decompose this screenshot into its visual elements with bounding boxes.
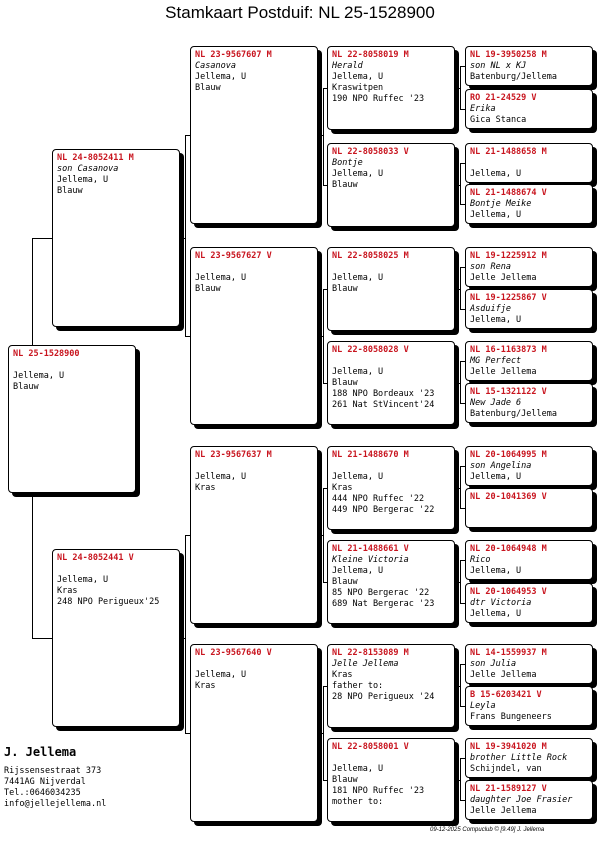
ring-number: NL 21-1488670 M bbox=[332, 450, 409, 460]
pigeon-card-fmmf[interactable] bbox=[465, 341, 593, 381]
breeder-info bbox=[4, 766, 106, 810]
pigeon-detail: Jellema, U bbox=[470, 566, 522, 576]
pigeon-card-fff[interactable] bbox=[327, 46, 455, 130]
pigeon-detail: Jellema, U bbox=[470, 472, 522, 482]
ring-number: NL 19-1225912 M bbox=[470, 251, 547, 261]
pigeon-detail: Jellema, U bbox=[195, 273, 247, 283]
pigeon-detail: Blauw bbox=[332, 378, 358, 388]
pigeon-detail: Blauw bbox=[332, 775, 358, 785]
breeder-email: info@jellejellema.nl bbox=[4, 799, 107, 809]
pigeon-detail: 689 Nat Bergerac '23 bbox=[332, 599, 435, 609]
ring-number: NL 24-8052411 M bbox=[57, 153, 134, 163]
pigeon-card-mmm[interactable] bbox=[327, 738, 455, 822]
ring-number: NL 23-9567627 V bbox=[195, 251, 272, 261]
pigeon-detail: Blauw bbox=[332, 284, 358, 294]
ring-number: NL 20-1064948 M bbox=[470, 544, 547, 554]
ring-number: NL 20-1041369 V bbox=[470, 492, 547, 502]
pigeon-detail: Jellema, U bbox=[57, 575, 109, 585]
pigeon-name: Asduifje bbox=[470, 304, 511, 314]
connector-line bbox=[460, 466, 461, 509]
pigeon-detail: 188 NPO Bordeaux '23 bbox=[332, 389, 435, 399]
connector-line bbox=[460, 758, 461, 801]
pigeon-detail: Jelle Jellema bbox=[470, 273, 537, 283]
pigeon-detail: Jellema, U bbox=[470, 169, 522, 179]
ring-number: NL 20-1064995 M bbox=[470, 450, 547, 460]
ring-number: NL 21-1589127 V bbox=[470, 784, 547, 794]
connector-line bbox=[323, 686, 324, 781]
pigeon-detail: Kraswitpen bbox=[332, 83, 384, 93]
pigeon-detail: Kras bbox=[195, 483, 216, 493]
pigeon-detail: Jellema, U bbox=[470, 210, 522, 220]
connector-line bbox=[185, 135, 186, 337]
pigeon-detail: Kras bbox=[332, 670, 353, 680]
pigeon-detail: father to: bbox=[332, 681, 384, 691]
ring-number: NL 21-1488674 V bbox=[470, 188, 547, 198]
pigeon-card-ffmf[interactable] bbox=[465, 143, 593, 183]
pigeon-name: Erika bbox=[470, 104, 496, 114]
pigeon-name: son Julia bbox=[470, 659, 517, 669]
pigeon-name bbox=[13, 360, 131, 371]
pigeon-card-mmmm[interactable] bbox=[465, 780, 593, 820]
pigeon-detail: Jellema, U bbox=[332, 169, 384, 179]
ring-number: NL 21-1488658 M bbox=[470, 147, 547, 157]
pigeon-detail: 449 NPO Bergerac '22 bbox=[332, 505, 435, 515]
pigeon-card-fffm[interactable] bbox=[465, 89, 593, 129]
pigeon-detail: Jellema, U bbox=[332, 367, 384, 377]
pigeon-detail: Blauw bbox=[13, 382, 39, 392]
connector-line bbox=[460, 66, 461, 110]
pigeon-card-fmfm[interactable] bbox=[465, 289, 593, 329]
pigeon-detail: Kras bbox=[332, 483, 353, 493]
pigeon-detail: Blauw bbox=[332, 577, 358, 587]
pigeon-name: Bontje bbox=[332, 158, 363, 168]
pigeon-detail: Blauw bbox=[57, 186, 83, 196]
pigeon-detail: Jellema, U bbox=[195, 72, 247, 82]
breeder-name: J. Jellema bbox=[4, 745, 77, 759]
pigeon-detail: Jellema, U bbox=[195, 472, 247, 482]
pigeon-name: daughter Joe Frasier bbox=[470, 795, 573, 805]
pigeon-detail: 85 NPO Bergerac '22 bbox=[332, 588, 430, 598]
pigeon-name: Bontje Meike bbox=[470, 199, 532, 209]
pigeon-name bbox=[195, 461, 313, 472]
breeder-city: 7441AG Nijverdal bbox=[4, 777, 86, 787]
pigeon-card-fm[interactable] bbox=[190, 247, 318, 425]
pigeon-card-mmfm[interactable] bbox=[465, 686, 593, 726]
pigeon-name: son Angelina bbox=[470, 461, 532, 471]
pigeon-name bbox=[470, 503, 588, 514]
pigeon-name bbox=[332, 461, 450, 472]
pigeon-detail: 28 NPO Perigueux '24 bbox=[332, 692, 435, 702]
pigeon-detail: Kras bbox=[195, 681, 216, 691]
pigeon-name: Jelle Jellema bbox=[332, 659, 399, 669]
pigeon-name: son Rena bbox=[470, 262, 511, 272]
pigeon-detail: Jellema, U bbox=[332, 72, 384, 82]
connector-line bbox=[32, 238, 52, 239]
pigeon-card-ffff[interactable] bbox=[465, 46, 593, 86]
pigeon-card-mfff[interactable] bbox=[465, 446, 593, 486]
pigeon-card-mmf[interactable] bbox=[327, 644, 455, 728]
ring-number: NL 22-8058033 V bbox=[332, 147, 409, 157]
ring-number: NL 20-1064953 V bbox=[470, 587, 547, 597]
footer-credit: 09-12-2025 Compuclub © [9.49] J. Jellema bbox=[430, 827, 545, 833]
pigeon-detail: 190 NPO Ruffec '23 bbox=[332, 94, 425, 104]
pigeon-card-mmff[interactable] bbox=[465, 644, 593, 684]
pigeon-card-p0[interactable] bbox=[8, 345, 136, 493]
ring-number: NL 22-8153089 M bbox=[332, 648, 409, 658]
pigeon-card-m[interactable] bbox=[52, 549, 180, 727]
pigeon-card-ffmm[interactable] bbox=[465, 184, 593, 224]
pigeon-card-mf[interactable] bbox=[190, 446, 318, 624]
pigeon-card-fmmm[interactable] bbox=[465, 383, 593, 423]
ring-number: NL 25-1528900 bbox=[13, 349, 80, 359]
ring-number: NL 16-1163873 M bbox=[470, 345, 547, 355]
connector-line bbox=[460, 361, 461, 404]
pigeon-detail: Jellema, U bbox=[332, 566, 384, 576]
pigeon-detail: 444 NPO Ruffec '22 bbox=[332, 494, 425, 504]
pigeon-card-mfm[interactable] bbox=[327, 540, 455, 624]
pigeon-detail: 248 NPO Perigueux'25 bbox=[57, 597, 160, 607]
pigeon-detail: 181 NPO Ruffec '23 bbox=[332, 786, 425, 796]
pigeon-detail: Blauw bbox=[195, 83, 221, 93]
ring-number: NL 23-9567640 V bbox=[195, 648, 272, 658]
pigeon-detail: mother to: bbox=[332, 797, 384, 807]
pigeon-name bbox=[195, 659, 313, 670]
ring-number: NL 23-9567607 M bbox=[195, 50, 272, 60]
ring-number: NL 15-1321122 V bbox=[470, 387, 547, 397]
ring-number: NL 22-8058028 V bbox=[332, 345, 409, 355]
pigeon-detail: Jellema, U bbox=[195, 670, 247, 680]
pigeon-card-fmff[interactable] bbox=[465, 247, 593, 287]
pigeon-card-ff[interactable] bbox=[190, 46, 318, 224]
pigeon-detail: Jellema, U bbox=[470, 315, 522, 325]
pigeon-detail: Blauw bbox=[332, 180, 358, 190]
pigeon-name: son NL x KJ bbox=[470, 61, 527, 71]
ring-number: NL 21-1488661 V bbox=[332, 544, 409, 554]
pigeon-card-mffm[interactable] bbox=[465, 488, 593, 528]
connector-line bbox=[460, 267, 461, 310]
ring-number: NL 23-9567637 M bbox=[195, 450, 272, 460]
pigeon-card-mfmm[interactable] bbox=[465, 583, 593, 623]
pigeon-detail: Jellema, U bbox=[332, 472, 384, 482]
pigeon-card-fmm[interactable] bbox=[327, 341, 455, 425]
connector-line bbox=[323, 88, 324, 186]
breeder-phone: Tel.:0646034235 bbox=[4, 788, 81, 798]
connector-line bbox=[32, 493, 33, 638]
pigeon-name: son Casanova bbox=[57, 164, 119, 174]
pigeon-detail: Jelle Jellema bbox=[470, 806, 537, 816]
ring-number: NL 14-1559937 M bbox=[470, 648, 547, 658]
pigeon-card-ffm[interactable] bbox=[327, 143, 455, 227]
pigeon-detail: Batenburg/Jellema bbox=[470, 409, 557, 419]
ring-number: NL 22-8058019 M bbox=[332, 50, 409, 60]
connector-line bbox=[323, 289, 324, 384]
ring-number: NL 24-8052441 V bbox=[57, 553, 134, 563]
connector-line bbox=[460, 664, 461, 707]
ring-number: NL 22-8058001 V bbox=[332, 742, 409, 752]
connector-line bbox=[323, 488, 324, 583]
pigeon-detail: Schijndel, van bbox=[470, 764, 542, 774]
connector-line bbox=[32, 638, 52, 639]
pigeon-detail: Jelle Jellema bbox=[470, 367, 537, 377]
pigeon-detail: 261 Nat StVincent'24 bbox=[332, 400, 435, 410]
breeder-address: Rijssensestraat 373 bbox=[4, 766, 102, 776]
ring-number: NL 19-1225867 V bbox=[470, 293, 547, 303]
connector-line bbox=[185, 535, 186, 734]
pigeon-card-mff[interactable] bbox=[327, 446, 455, 530]
pigeon-name bbox=[332, 356, 450, 367]
ring-number: B 15-6203421 V bbox=[470, 690, 542, 700]
ring-number: NL 19-3941020 M bbox=[470, 742, 547, 752]
pigeon-card-f[interactable] bbox=[52, 149, 180, 327]
pigeon-detail: Blauw bbox=[195, 284, 221, 294]
pigeon-detail: Jellema, U bbox=[332, 764, 384, 774]
pigeon-name bbox=[332, 262, 450, 273]
connector-line bbox=[32, 238, 33, 345]
pigeon-name: Casanova bbox=[195, 61, 236, 71]
pigeon-detail: Jellema, U bbox=[57, 175, 109, 185]
pigeon-name: Kleine Victoria bbox=[332, 555, 409, 565]
pigeon-name bbox=[57, 564, 175, 575]
pigeon-card-mm[interactable] bbox=[190, 644, 318, 822]
pigeon-detail: Jellema, U bbox=[13, 371, 65, 381]
connector-line bbox=[460, 560, 461, 604]
pigeon-detail: Batenburg/Jellema bbox=[470, 72, 557, 82]
pigeon-detail: Gica Stanca bbox=[470, 115, 527, 125]
pigeon-name: Leyla bbox=[470, 701, 496, 711]
connector-line bbox=[460, 163, 461, 205]
pigeon-detail: Jelle Jellema bbox=[470, 670, 537, 680]
ring-number: NL 19-3950258 M bbox=[470, 50, 547, 60]
pigeon-card-fmf[interactable] bbox=[327, 247, 455, 331]
pigeon-detail: Kras bbox=[57, 586, 78, 596]
page-title: Stamkaart Postduif: NL 25-1528900 bbox=[165, 3, 435, 22]
pigeon-name bbox=[470, 158, 588, 169]
pigeon-name: Rico bbox=[470, 555, 491, 565]
pigeon-name: dtr Victoria bbox=[470, 598, 532, 608]
ring-number: NL 22-8058025 M bbox=[332, 251, 409, 261]
pigeon-name: New Jade 6 bbox=[470, 398, 522, 408]
pigeon-name: brother Little Rock bbox=[470, 753, 568, 763]
pigeon-name: MG Perfect bbox=[470, 356, 522, 366]
pigeon-name bbox=[195, 262, 313, 273]
pigeon-detail: Jellema, U bbox=[332, 273, 384, 283]
pigeon-detail: Frans Bungeneers bbox=[470, 712, 552, 722]
pigeon-name bbox=[332, 753, 450, 764]
pigeon-name: Herald bbox=[332, 61, 363, 71]
pigeon-card-mfmf[interactable] bbox=[465, 540, 593, 580]
pigeon-card-mmmf[interactable] bbox=[465, 738, 593, 778]
ring-number: RO 21-24529 V bbox=[470, 93, 537, 103]
pigeon-detail: Jellema, U bbox=[470, 609, 522, 619]
